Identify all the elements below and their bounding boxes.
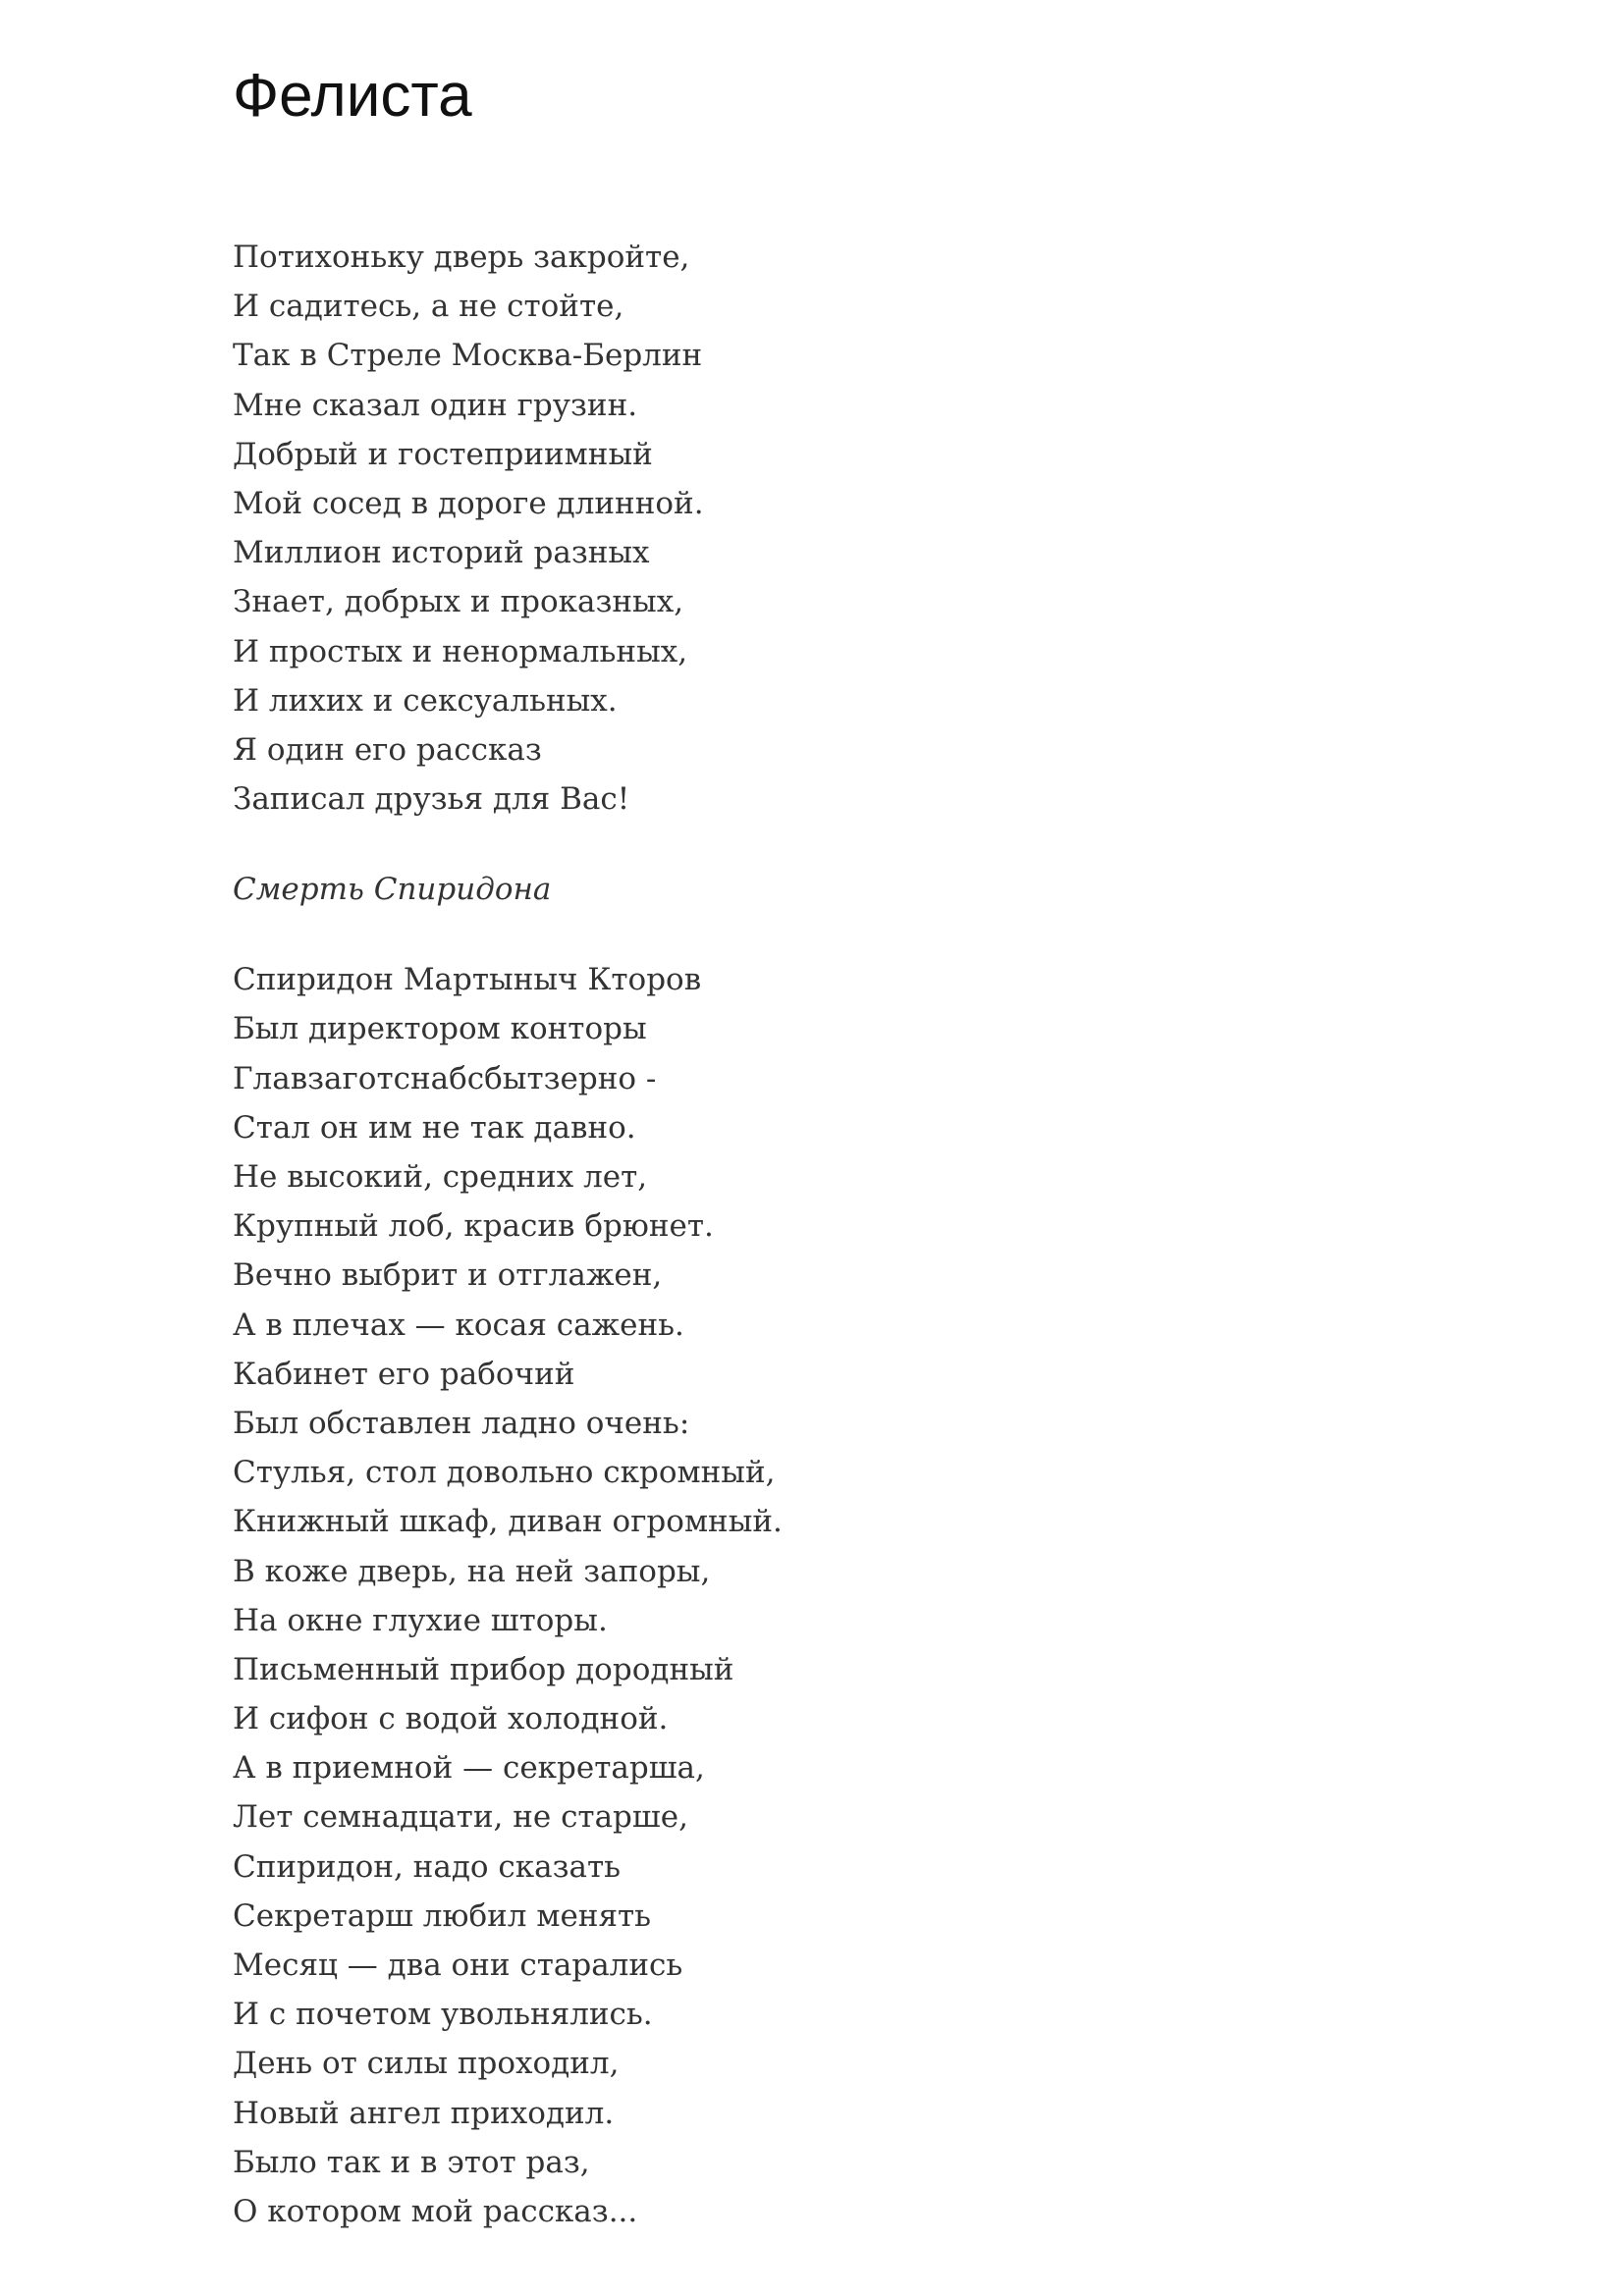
poem-line: Кабинет его рабочий [233, 1356, 575, 1392]
section-title: Смерть Спиридона [233, 872, 552, 908]
poem-line: День от силы проходил, [233, 2046, 620, 2082]
poem-line: Письменный прибор дородный [233, 1651, 734, 1687]
poem-line: Новый ангел приходил. [233, 2095, 615, 2131]
poem-line: А в приемной — секретарша, [233, 1750, 705, 1787]
poem-line: И с почетом увольнялись. [233, 1997, 653, 2033]
poem-line: Книжный шкаф, диван огромный. [233, 1504, 783, 1540]
intro-stanza [233, 233, 1509, 824]
poem-line: Крупный лоб, красив брюнет. [233, 1208, 714, 1245]
poem-line: Не высокий, средних лет, [233, 1159, 648, 1195]
poem-line: Добрый и гостеприимный [233, 436, 653, 472]
poem-line: В коже дверь, на ней запоры, [233, 1553, 711, 1589]
poem-line: Потихоньку дверь закройте, [233, 240, 690, 275]
poem-line: А в плечах — косая сажень. [233, 1307, 684, 1343]
poem-line: Мне сказал один грузин. [233, 387, 638, 423]
poem-line: Главзаготснабсбытзерно - [233, 1060, 657, 1096]
poem-line: Стал он им не так давно. [233, 1109, 636, 1146]
poem-line: И сифон с водой холодной. [233, 1701, 669, 1737]
poem-line: Спиридон, надо сказать [233, 1848, 622, 1885]
poem-line: И садитесь, а не стойте, [233, 289, 624, 325]
poem-line: Было так и в этот раз, [233, 2144, 590, 2180]
poem-line: Так в Стреле Москва-Берлин [233, 338, 703, 374]
poem-line: На окне глухие шторы. [233, 1602, 608, 1638]
section-stanza [233, 955, 1509, 2236]
poem-line: Миллион историй разных [233, 535, 650, 571]
poem-line: Был обставлен ладно очень: [233, 1405, 690, 1441]
poem-line: Месяц — два они старались [233, 1948, 683, 1983]
poem-line: И лихих и сексуальных. [233, 682, 618, 719]
poem-line: Я один его рассказ [233, 731, 542, 768]
poem-line: О котором мой рассказ... [233, 2193, 638, 2229]
poem-line: Мой сосед в дороге длинной. [233, 485, 704, 521]
poem-line: Спиридон Мартыныч Кторов [233, 962, 702, 998]
poem-line: Был директором конторы [233, 1011, 647, 1047]
document-title: Фелиста [233, 62, 472, 130]
poem-line: Стулья, стол довольно скромный, [233, 1455, 776, 1491]
poem-line: И простых и ненормальных, [233, 633, 688, 669]
poem-line: Секретарш любил менять [233, 1897, 652, 1934]
document-page [233, 57, 1509, 2236]
poem-line: Записал друзья для Вас! [233, 781, 630, 818]
poem-line: Лет семнадцати, не старше, [233, 1799, 688, 1836]
poem-line: Вечно выбрит и отглажен, [233, 1257, 663, 1294]
poem-line: Знает, добрых и проказных, [233, 584, 684, 620]
